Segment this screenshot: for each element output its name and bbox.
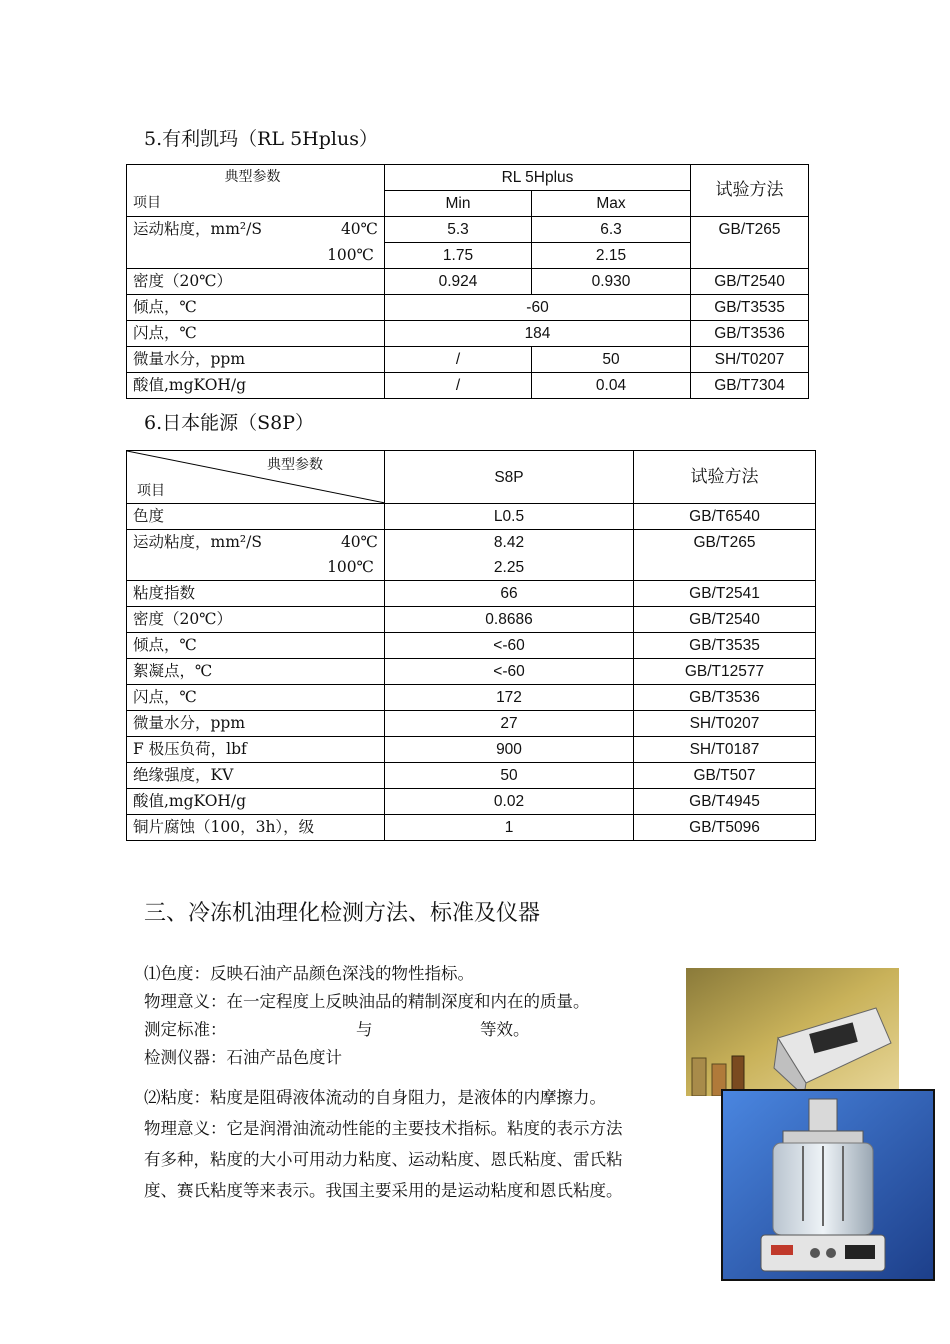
paragraph-color (144, 960, 590, 1072)
value: 0.02 (385, 789, 634, 815)
value: 172 (385, 685, 634, 711)
param-name: 闪点，℃ (127, 321, 385, 347)
value: 2.25 (385, 555, 634, 581)
param-name: 密度（20℃） (127, 607, 385, 633)
method: GB/T507 (634, 763, 816, 789)
table-row (127, 321, 809, 347)
table-row (127, 347, 809, 373)
value-min: / (385, 373, 532, 399)
section6-heading: 6.日本能源（S8P） (144, 412, 315, 434)
viscometer-image (723, 1091, 933, 1279)
header-item-label: 项目 (127, 191, 385, 217)
value-max: 0.930 (532, 269, 691, 295)
value: 184 (385, 321, 691, 347)
method: GB/T2540 (691, 269, 809, 295)
value-max: 50 (532, 347, 691, 373)
method (691, 243, 809, 269)
table-row (127, 217, 809, 243)
value-min: 5.3 (385, 217, 532, 243)
text-line: 物理意义：在一定程度上反映油品的精制深度和内在的质量。 (144, 992, 590, 1011)
param-name: 酸值,mgKOH/g (127, 789, 385, 815)
method: GB/T3536 (634, 685, 816, 711)
paragraph-viscosity (144, 1084, 623, 1205)
param-name: 微量水分，ppm (127, 711, 385, 737)
method: GB/T3535 (634, 633, 816, 659)
text-line: 物理意义：它是润滑油流动性能的主要技术指标。粘度的表示方法 (144, 1119, 623, 1138)
header-product: S8P (385, 451, 634, 504)
colorimeter-photo (686, 968, 899, 1096)
value-min: 0.924 (385, 269, 532, 295)
method: GB/T12577 (634, 659, 816, 685)
text-fragment: 与 (356, 1020, 373, 1039)
param-cond: 40℃ (340, 533, 378, 551)
value: 27 (385, 711, 634, 737)
table-header-row (127, 165, 809, 191)
param-name: 粘度指数 (127, 581, 385, 607)
value: 0.8686 (385, 607, 634, 633)
value-max: 2.15 (532, 243, 691, 269)
table-row (127, 659, 816, 685)
param-cond: 100℃ (127, 555, 385, 581)
table-row (127, 711, 816, 737)
header-method: 试验方法 (691, 165, 809, 217)
param-name: 运动粘度，mm²/S (133, 220, 262, 239)
table-row (127, 789, 816, 815)
value-max: 6.3 (532, 217, 691, 243)
section5-heading: 5.有利凯玛（RL 5Hplus） (144, 128, 378, 150)
param-name: 酸值,mgKOH/g (127, 373, 385, 399)
text-fragment: 测定标准： (144, 1020, 227, 1039)
value: 8.42 (385, 530, 634, 556)
header-min: Min (385, 191, 532, 217)
method: GB/T265 (691, 217, 809, 243)
value: L0.5 (385, 504, 634, 530)
text-line (144, 1016, 544, 1044)
param-name: 色度 (127, 504, 385, 530)
method: GB/T2541 (634, 581, 816, 607)
value: <-60 (385, 659, 634, 685)
text-line: ⑵粘度：粘度是阻碍液体流动的自身阻力，是液体的内摩擦力。 (144, 1088, 606, 1107)
param-name: F 极压负荷，lbf (127, 737, 385, 763)
table-row (127, 737, 816, 763)
method: SH/T0187 (634, 737, 816, 763)
table-row (127, 504, 816, 530)
method: GB/T265 (634, 530, 816, 556)
method (634, 555, 816, 581)
method: GB/T4945 (634, 789, 816, 815)
header-item-label: 项目 (137, 483, 165, 499)
value-min: 1.75 (385, 243, 532, 269)
value: 50 (385, 763, 634, 789)
table-row (127, 581, 816, 607)
section3-heading: 三、冷冻机油理化检测方法、标准及仪器 (144, 901, 541, 926)
table-row (127, 607, 816, 633)
text-line: ⑴色度：反映石油产品颜色深浅的物性指标。 (144, 964, 474, 983)
rl5hplus-spec-table (126, 164, 809, 399)
header-param-label: 典型参数 (224, 169, 281, 186)
value-max: 0.04 (532, 373, 691, 399)
table-header-row (127, 451, 816, 504)
table-row (127, 269, 809, 295)
method: GB/T2540 (634, 607, 816, 633)
header-param-label: 典型参数 (267, 457, 323, 473)
text-fragment: 等效。 (480, 1020, 530, 1039)
method: GB/T5096 (634, 815, 816, 841)
param-cond: 100℃ (127, 243, 385, 269)
header-method: 试验方法 (634, 451, 816, 504)
header-max: Max (532, 191, 691, 217)
value: 66 (385, 581, 634, 607)
value: 900 (385, 737, 634, 763)
param-cond: 40℃ (340, 220, 378, 239)
method: SH/T0207 (634, 711, 816, 737)
colorimeter-image (686, 968, 899, 1096)
table-row (127, 633, 816, 659)
param-name: 微量水分，ppm (127, 347, 385, 373)
table-row (127, 685, 816, 711)
method: GB/T3536 (691, 321, 809, 347)
table-row (127, 373, 809, 399)
param-name: 倾点，℃ (127, 633, 385, 659)
param-name: 铜片腐蚀（100，3h），级 (127, 815, 385, 841)
method: GB/T3535 (691, 295, 809, 321)
text-line: 有多种，粘度的大小可用动力粘度、运动粘度、恩氏粘度、雷氏粘 (144, 1150, 623, 1169)
value: -60 (385, 295, 691, 321)
value-min: / (385, 347, 532, 373)
header-product: RL 5Hplus (385, 165, 691, 191)
method: GB/T7304 (691, 373, 809, 399)
viscometer-photo (721, 1089, 935, 1281)
table-row (127, 530, 816, 556)
param-name: 密度（20℃） (127, 269, 385, 295)
table-row (127, 243, 809, 269)
diagonal-divider (127, 451, 385, 503)
param-name: 闪点，℃ (127, 685, 385, 711)
method: SH/T0207 (691, 347, 809, 373)
param-name: 绝缘强度，KV (127, 763, 385, 789)
table-row (127, 555, 816, 581)
param-name: 运动粘度，mm²/S (133, 533, 262, 551)
param-name: 倾点，℃ (127, 295, 385, 321)
s8p-spec-table (126, 450, 816, 841)
method: GB/T6540 (634, 504, 816, 530)
text-line: 检测仪器：石油产品色度计 (144, 1048, 342, 1067)
param-name: 絮凝点，℃ (127, 659, 385, 685)
value: <-60 (385, 633, 634, 659)
text-line: 度、赛氏粘度等来表示。我国主要采用的是运动粘度和恩氏粘度。 (144, 1181, 623, 1200)
table-row (127, 815, 816, 841)
table-row (127, 763, 816, 789)
table-row (127, 295, 809, 321)
value: 1 (385, 815, 634, 841)
